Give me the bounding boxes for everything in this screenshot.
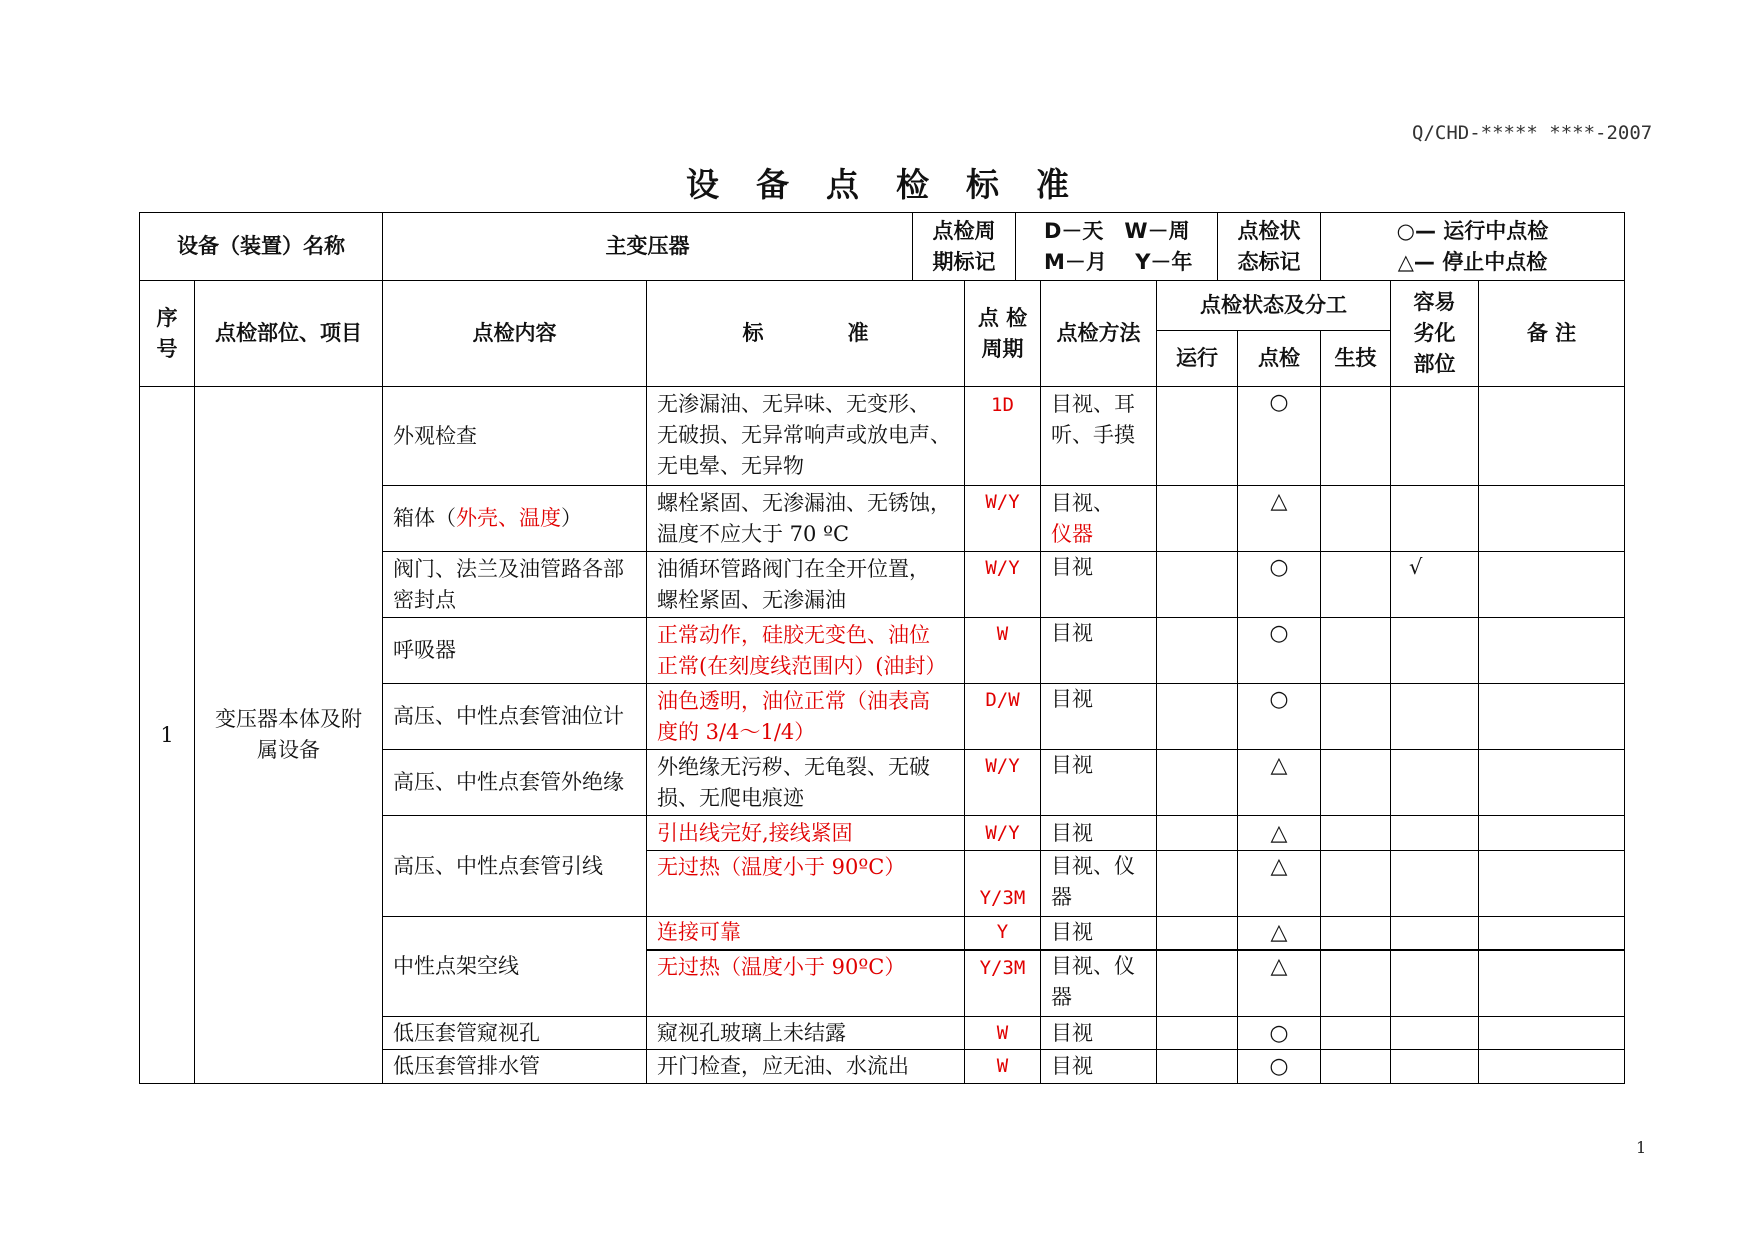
equipment-name-value: 主变压器: [383, 213, 913, 281]
column-header-row: [140, 281, 1625, 331]
page-number: 1: [1636, 1138, 1647, 1157]
equipment-header-table: [139, 212, 1625, 281]
row-status-check: ○: [1238, 618, 1321, 684]
row-status-tech: [1321, 387, 1391, 486]
page-title: 设备点检标准: [686, 165, 1106, 204]
status-mark-label: 点检状 态标记: [1218, 213, 1321, 281]
row-method: 目视、 仪器: [1041, 486, 1157, 552]
row-degrade: √: [1391, 552, 1479, 618]
row-degrade: [1391, 486, 1479, 552]
row-remark: [1479, 387, 1625, 486]
row-remark: [1479, 1017, 1625, 1050]
row-content: 高压、中性点套管油位计: [383, 684, 647, 750]
row-cycle: Y/3M: [965, 950, 1041, 1017]
row-content: 低压套管排水管: [383, 1050, 647, 1084]
cycle-legend: D－天 W－周 M－月 Y－年: [1016, 213, 1218, 281]
col-status-check: 点检: [1238, 331, 1321, 387]
row-cycle: W/Y: [965, 750, 1041, 816]
col-seq: 序 号: [140, 281, 195, 387]
row-status-run: [1157, 1017, 1238, 1050]
row-standard: 开门检查，应无油、水流出: [647, 1050, 965, 1084]
row-status-tech: [1321, 618, 1391, 684]
row-standard: 正常动作，硅胶无变色、油位 正常(在刻度线范围内）(油封）: [647, 618, 965, 684]
row-remark: [1479, 1050, 1625, 1084]
row-status-check: △: [1238, 816, 1321, 851]
col-standard: 标 准: [647, 281, 965, 387]
row-cycle: W/Y: [965, 486, 1041, 552]
row-method: 目视: [1041, 552, 1157, 618]
row-status-run: [1157, 552, 1238, 618]
row-standard: 引出线完好,接线紧固: [647, 816, 965, 851]
row-status-run: [1157, 917, 1238, 950]
row-status-check: ○: [1238, 1017, 1321, 1050]
document-number: Q/CHD-***** ****-2007: [1412, 122, 1653, 144]
col-content: 点检内容: [383, 281, 647, 387]
row-method: 目视、仪 器: [1041, 851, 1157, 917]
row-cycle: D/W: [965, 684, 1041, 750]
row-remark: [1479, 851, 1625, 917]
col-remark: 备 注: [1479, 281, 1625, 387]
row-method: 目视、耳 听、手摸: [1041, 387, 1157, 486]
row-status-tech: [1321, 684, 1391, 750]
row-status-tech: [1321, 750, 1391, 816]
row-content: 中性点架空线: [383, 917, 647, 1017]
col-status-group: 点检状态及分工: [1157, 281, 1391, 331]
row-status-run: [1157, 618, 1238, 684]
row-content: 高压、中性点套管外绝缘: [383, 750, 647, 816]
row-standard: 无过热（温度小于 90ºC）: [647, 950, 965, 1017]
col-method: 点检方法: [1041, 281, 1157, 387]
row-status-tech: [1321, 552, 1391, 618]
row-degrade: [1391, 1017, 1479, 1050]
row-content: 低压套管窥视孔: [383, 1017, 647, 1050]
row-degrade: [1391, 618, 1479, 684]
row-degrade: [1391, 816, 1479, 851]
col-cycle: 点 检 周期: [965, 281, 1041, 387]
row-status-run: [1157, 684, 1238, 750]
row-cycle: W/Y: [965, 552, 1041, 618]
row-degrade: [1391, 1050, 1479, 1084]
row-content: 外观检查: [383, 387, 647, 486]
group-part: 变压器本体及附 属设备: [195, 387, 383, 1084]
row-standard: 窥视孔玻璃上未结露: [647, 1017, 965, 1050]
row-degrade: [1391, 950, 1479, 1017]
row-degrade: [1391, 917, 1479, 950]
row-method: 目视: [1041, 750, 1157, 816]
row-status-check: ○: [1238, 387, 1321, 486]
row-remark: [1479, 750, 1625, 816]
row-status-check: ○: [1238, 552, 1321, 618]
row-remark: [1479, 816, 1625, 851]
row-standard: 无渗漏油、无异味、无变形、 无破损、无异常响声或放电声、 无电晕、无异物: [647, 387, 965, 486]
row-method: 目视: [1041, 816, 1157, 851]
row-cycle: 1D: [965, 387, 1041, 486]
row-method: 目视: [1041, 684, 1157, 750]
row-status-check: △: [1238, 750, 1321, 816]
row-cycle: Y: [965, 917, 1041, 950]
row-status-tech: [1321, 1017, 1391, 1050]
row-cycle: W: [965, 1017, 1041, 1050]
row-method: 目视、仪 器: [1041, 950, 1157, 1017]
row-status-run: [1157, 486, 1238, 552]
row-status-check: ○: [1238, 684, 1321, 750]
col-part: 点检部位、项目: [195, 281, 383, 387]
row-method: 目视: [1041, 1050, 1157, 1084]
row-status-tech: [1321, 1050, 1391, 1084]
row-status-tech: [1321, 816, 1391, 851]
row-cycle: Y/3M: [965, 851, 1041, 917]
row-status-run: [1157, 851, 1238, 917]
row-remark: [1479, 917, 1625, 950]
row-standard: 螺栓紧固、无渗漏油、无锈蚀， 温度不应大于 70 ºC: [647, 486, 965, 552]
row-standard: 油循环管路阀门在全开位置， 螺栓紧固、无渗漏油: [647, 552, 965, 618]
row-status-run: [1157, 950, 1238, 1017]
row-status-check: △: [1238, 851, 1321, 917]
row-standard: 油色透明，油位正常（油表高 度的 3/4～1/4）: [647, 684, 965, 750]
row-remark: [1479, 950, 1625, 1017]
row-status-run: [1157, 816, 1238, 851]
group-seq: 1: [140, 387, 195, 1084]
row-method: 目视: [1041, 1017, 1157, 1050]
col-status-tech: 生技: [1321, 331, 1391, 387]
row-method: 目视: [1041, 917, 1157, 950]
row-remark: [1479, 486, 1625, 552]
inspection-standard-table: [139, 280, 1625, 1084]
row-status-check: △: [1238, 486, 1321, 552]
row-status-run: [1157, 387, 1238, 486]
row-status-tech: [1321, 486, 1391, 552]
row-degrade: [1391, 387, 1479, 486]
row-status-tech: [1321, 851, 1391, 917]
row-content: 箱体（外壳、温度）: [383, 486, 647, 552]
status-legend: ○— 运行中点检 △— 停止中点检: [1321, 213, 1625, 281]
row-status-check: △: [1238, 917, 1321, 950]
row-standard: 连接可靠: [647, 917, 965, 950]
row-cycle: W: [965, 618, 1041, 684]
row-degrade: [1391, 851, 1479, 917]
table-row: [140, 387, 1625, 486]
row-method: 目视: [1041, 618, 1157, 684]
row-content: 高压、中性点套管引线: [383, 816, 647, 917]
row-remark: [1479, 618, 1625, 684]
row-status-tech: [1321, 917, 1391, 950]
row-status-run: [1157, 750, 1238, 816]
row-degrade: [1391, 684, 1479, 750]
row-status-check: △: [1238, 950, 1321, 1017]
row-cycle: W/Y: [965, 816, 1041, 851]
row-remark: [1479, 552, 1625, 618]
row-standard: 外绝缘无污秽、无龟裂、无破 损、无爬电痕迹: [647, 750, 965, 816]
row-degrade: [1391, 750, 1479, 816]
row-content: 呼吸器: [383, 618, 647, 684]
row-cycle: W: [965, 1050, 1041, 1084]
cycle-mark-label: 点检周 期标记: [913, 213, 1016, 281]
col-status-run: 运行: [1157, 331, 1238, 387]
row-status-tech: [1321, 950, 1391, 1017]
row-status-check: ○: [1238, 1050, 1321, 1084]
col-degrade: 容易 劣化 部位: [1391, 281, 1479, 387]
row-content: 阀门、法兰及油管路各部 密封点: [383, 552, 647, 618]
row-standard: 无过热（温度小于 90ºC）: [647, 851, 965, 917]
row-status-run: [1157, 1050, 1238, 1084]
equipment-name-label: 设备（装置）名称: [140, 213, 383, 281]
row-remark: [1479, 684, 1625, 750]
